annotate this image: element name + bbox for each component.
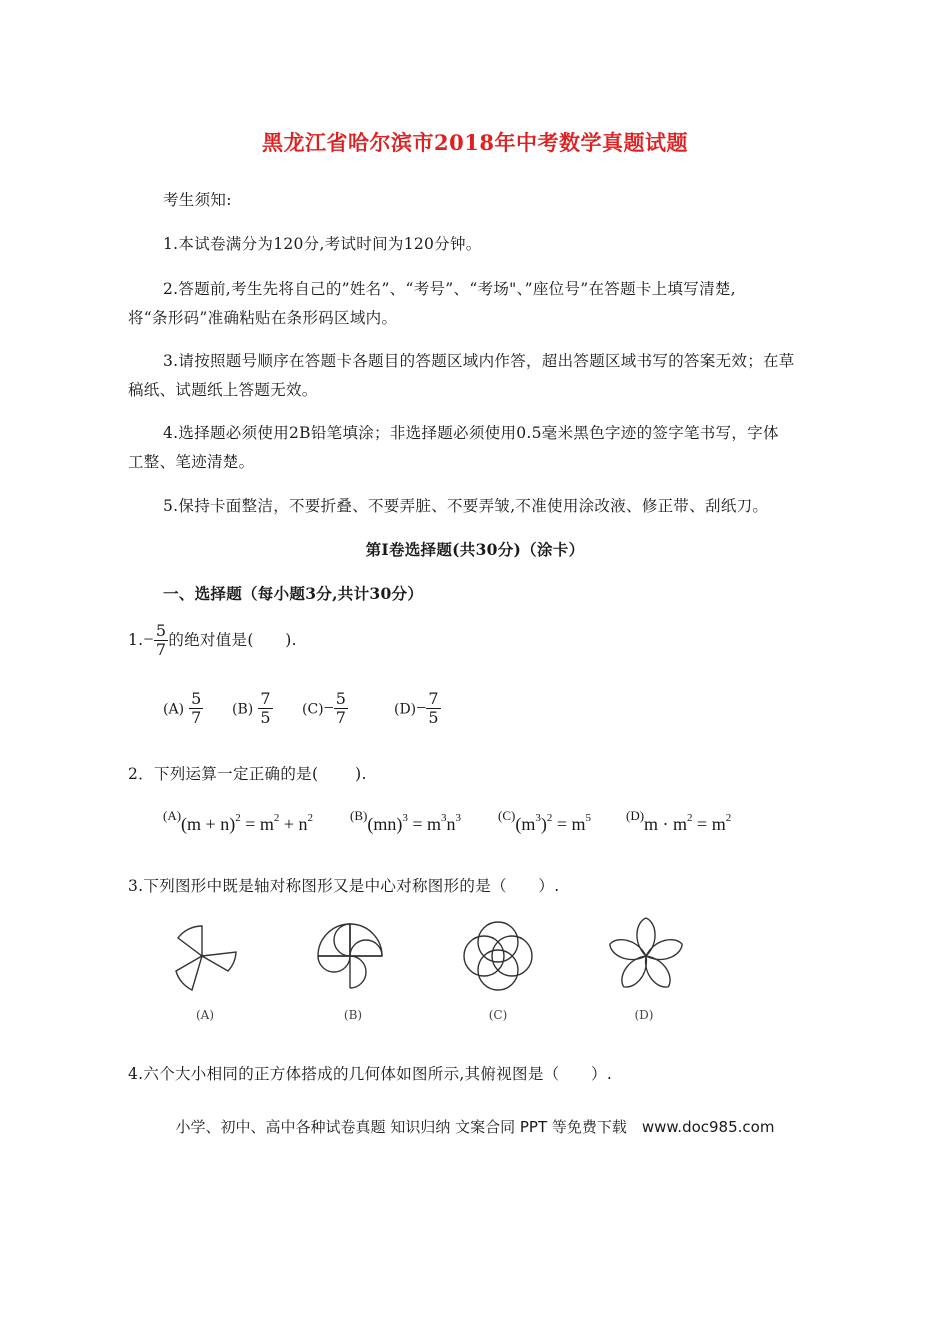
q2-option-c [498, 808, 591, 835]
q2-expr: (mn) [367, 814, 403, 834]
notice-item-4-cont: 工整、笔迹清楚。 [128, 453, 255, 471]
q2-exponent: 2 [546, 812, 553, 824]
q1-option-sign: − [323, 697, 334, 718]
page-footer: 小学、初中、高中各种试卷真题 知识归纳 文案合同 PPT 等免费下载 www.doc985.com [175, 1118, 775, 1136]
q2-expr: = m [692, 814, 726, 834]
figure-c-four-circles [464, 922, 532, 990]
q1-option-label: (B) [232, 701, 254, 718]
q2-exponent: 2 [307, 812, 313, 824]
q1-option-numerator: 7 [260, 689, 271, 708]
q1-option-denominator: 5 [428, 708, 439, 728]
q2-option-b [350, 808, 461, 835]
notice-item-1: 1.本试卷满分为120分,考试时间为120分钟。 [163, 235, 482, 253]
q2-expr: m · m [644, 814, 688, 834]
question-3: 3.下列图形中既是轴对称图形又是中心对称图形的是（ ）. [128, 877, 560, 895]
q2-exponent: 3 [535, 812, 541, 824]
q1-option-label: (A) [163, 701, 185, 718]
question-2: 2．下列运算一定正确的是( ). [128, 765, 367, 783]
q1-option-b [232, 690, 273, 728]
q1-option-numerator: 7 [428, 689, 439, 708]
q2-exponent: 3 [441, 812, 447, 824]
q1-option-label: (D) [394, 701, 417, 718]
notice-heading: 考生须知: [163, 191, 232, 209]
q2-exponent: 5 [585, 812, 591, 824]
figure-label: (A) [195, 1008, 215, 1022]
q1-option-fraction [426, 690, 440, 728]
q1-option-d [394, 690, 441, 728]
section1-heading: 一、选择题（每小题3分,共计30分） [163, 584, 424, 603]
q1-option-denominator: 5 [260, 708, 271, 728]
q1-fraction [154, 622, 168, 660]
q1-option-denominator: 7 [335, 708, 346, 728]
q1-prefix: 1. [128, 630, 144, 649]
part1-heading: 第Ⅰ卷选择题(共30分)（涂卡） [365, 540, 585, 559]
figure-d-five-petal-flower [607, 918, 685, 992]
q2-exponent: 3 [455, 812, 461, 824]
figure-label: (D) [634, 1008, 654, 1022]
notice-item-4: 4.选择题必须使用2B铅笔填涂；非选择题必须使用0.5毫米黑色字迹的签字笔书写，字体 [163, 424, 779, 442]
figure-label: (B) [343, 1008, 363, 1022]
figure-label: (C) [488, 1008, 508, 1022]
figure-b-pinwheel [318, 924, 382, 988]
q1-option-a [163, 690, 203, 728]
q1-suffix: 的绝对值是( ). [168, 630, 297, 649]
q1-sign: − [143, 628, 154, 649]
q1-option-label: (C) [302, 701, 324, 718]
notice-item-3-cont: 稿纸、试题纸上答题无效。 [128, 381, 318, 399]
q2-exponent: 2 [273, 812, 280, 824]
q1-option-fraction [258, 690, 272, 728]
notice-item-2: 2.答题前,考生先将自己的”姓名”、“考号”、“考场"、”座位号”在答题卡上填写清楚, [163, 280, 736, 298]
q2-expr: ) [540, 814, 547, 834]
q2-expr: = m [240, 814, 274, 834]
q2-expr: = m [552, 814, 586, 834]
q2-exponent: 2 [725, 812, 732, 824]
question-1 [128, 622, 297, 660]
figure-a-three-blade-fan [176, 926, 236, 990]
q1-option-c [302, 690, 348, 728]
q1-option-numerator: 5 [335, 689, 346, 708]
q1-numerator: 5 [155, 621, 167, 640]
q2-option-d [626, 808, 731, 835]
q2-expr: = m [407, 814, 441, 834]
q1-option-denominator: 7 [191, 708, 202, 728]
q2-expr: n [446, 814, 456, 834]
q2-exponent: 3 [402, 812, 408, 824]
q3-figures [150, 912, 710, 1032]
q1-option-fraction [334, 690, 348, 728]
q1-option-sign: − [416, 697, 427, 718]
q1-option-numerator: 5 [191, 689, 202, 708]
q2-option-label: (D) [626, 808, 645, 823]
q2-option-a [163, 808, 313, 835]
q2-expr: + n [279, 814, 308, 834]
q1-option-fraction [189, 690, 203, 728]
q2-exponent: 2 [235, 812, 241, 824]
notice-item-3: 3.请按照题号顺序在答题卡各题目的答题区域内作答，超出答题区域书写的答案无效；在草 [163, 352, 795, 370]
document-title: 黑龙江省哈尔滨市2018年中考数学真题试题 [262, 130, 688, 155]
q2-option-label: (B) [350, 808, 368, 823]
q2-expr: (m + n) [181, 814, 236, 834]
q2-exponent: 2 [687, 812, 693, 824]
q2-option-label: (C) [498, 808, 516, 823]
notice-item-5: 5.保持卡面整洁，不要折叠、不要弄脏、不要弄皱,不准使用涂改液、修正带、刮纸刀。 [163, 497, 769, 515]
question-4: 4.六个大小相同的正方体搭成的几何体如图所示,其俯视图是（ ）. [128, 1065, 613, 1083]
q1-denominator: 7 [155, 640, 167, 660]
q2-expr: (m [515, 814, 536, 834]
q2-option-label: (A) [163, 808, 182, 823]
notice-item-2-cont: 将“条形码”准确粘贴在条形码区域内。 [128, 309, 398, 327]
